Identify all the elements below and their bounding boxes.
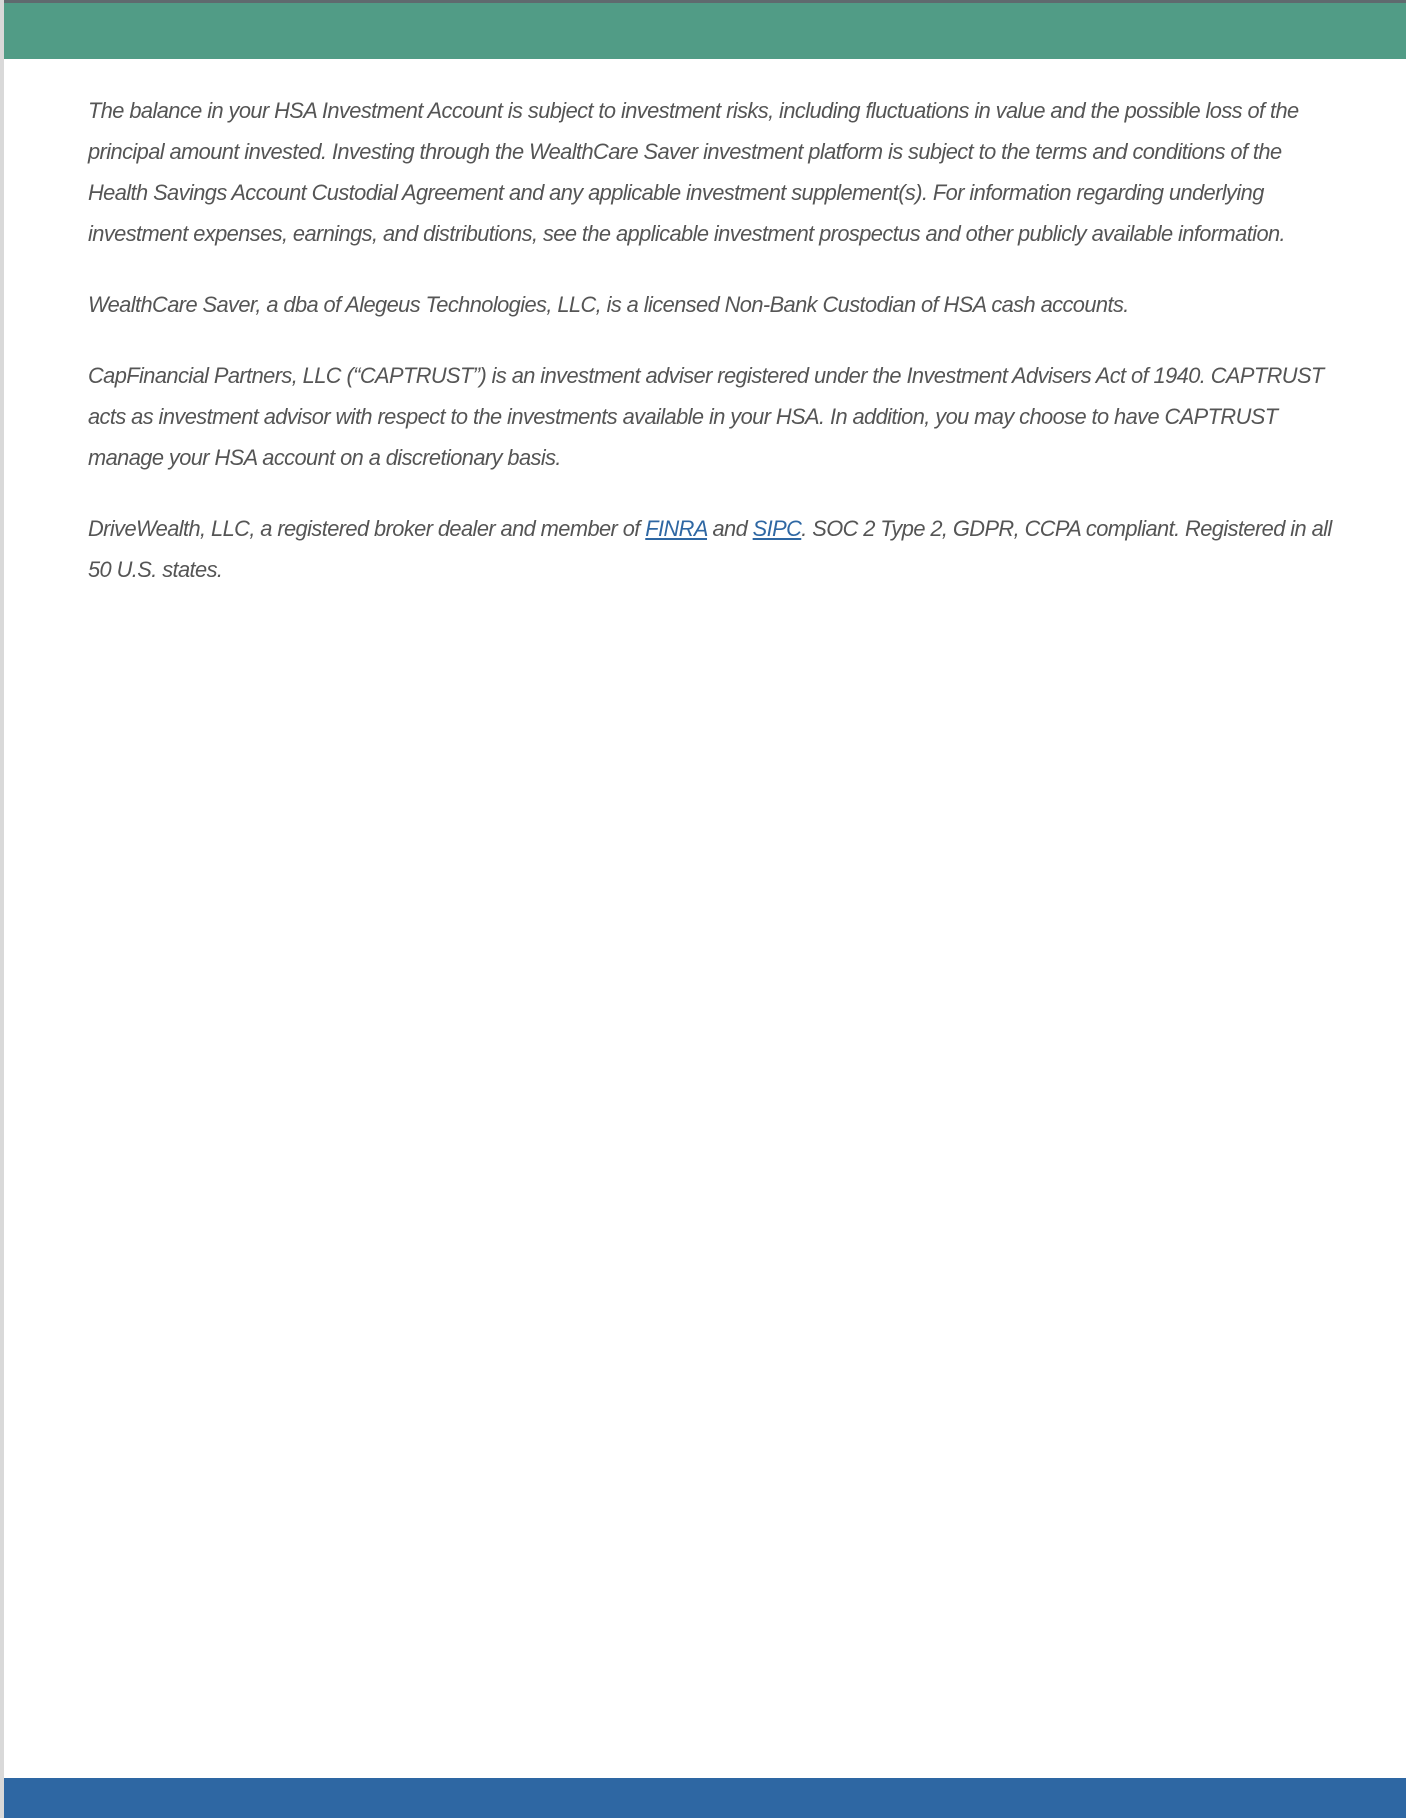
header-band <box>4 3 1406 59</box>
adviser-paragraph: CapFinancial Partners, LLC (“CAPTRUST”) is an investment adviser registered under the Investment Advisers Act of 1940. CAPTRUST acts as investment advisor with respect to the investments available in your HSA. In addition, you may choose to have CAPTRUST manage your HSA account on a discretionary basis. <box>88 363 1324 470</box>
custodian-paragraph: WealthCare Saver, a dba of Alegeus Technologies, LLC, is a licensed Non-Bank Custodian of HSA cash accounts. <box>88 292 1129 317</box>
broker-text-suffix: . SOC 2 Type 2, GDPR, CCPA compliant. Registered in all 50 U.S. states. <box>88 516 1332 582</box>
footer-band <box>4 1778 1406 1818</box>
investment-risk-paragraph: The balance in your HSA Investment Account is subject to investment risks, including fluctuations in value and the possible loss of the principal amount invested. Investing through the WealthCare Saver investment platform is subject to the terms and conditions of the Health Savings Account Custodial Agreement and any applicable investment supplement(s). For information regarding underlying investment expenses, earnings, and distributions, see the applicable investment prospectus and other publicly available information. <box>88 98 1299 246</box>
broker-paragraph <box>88 508 1338 590</box>
finra-link[interactable]: FINRA <box>645 516 708 541</box>
disclosure-content <box>88 90 1338 620</box>
broker-text-prefix: DriveWealth, LLC, a registered broker dealer and member of <box>88 516 646 541</box>
sipc-link[interactable]: SIPC <box>752 516 802 541</box>
left-border <box>0 0 4 1818</box>
broker-text-conjunction: and <box>707 516 753 541</box>
